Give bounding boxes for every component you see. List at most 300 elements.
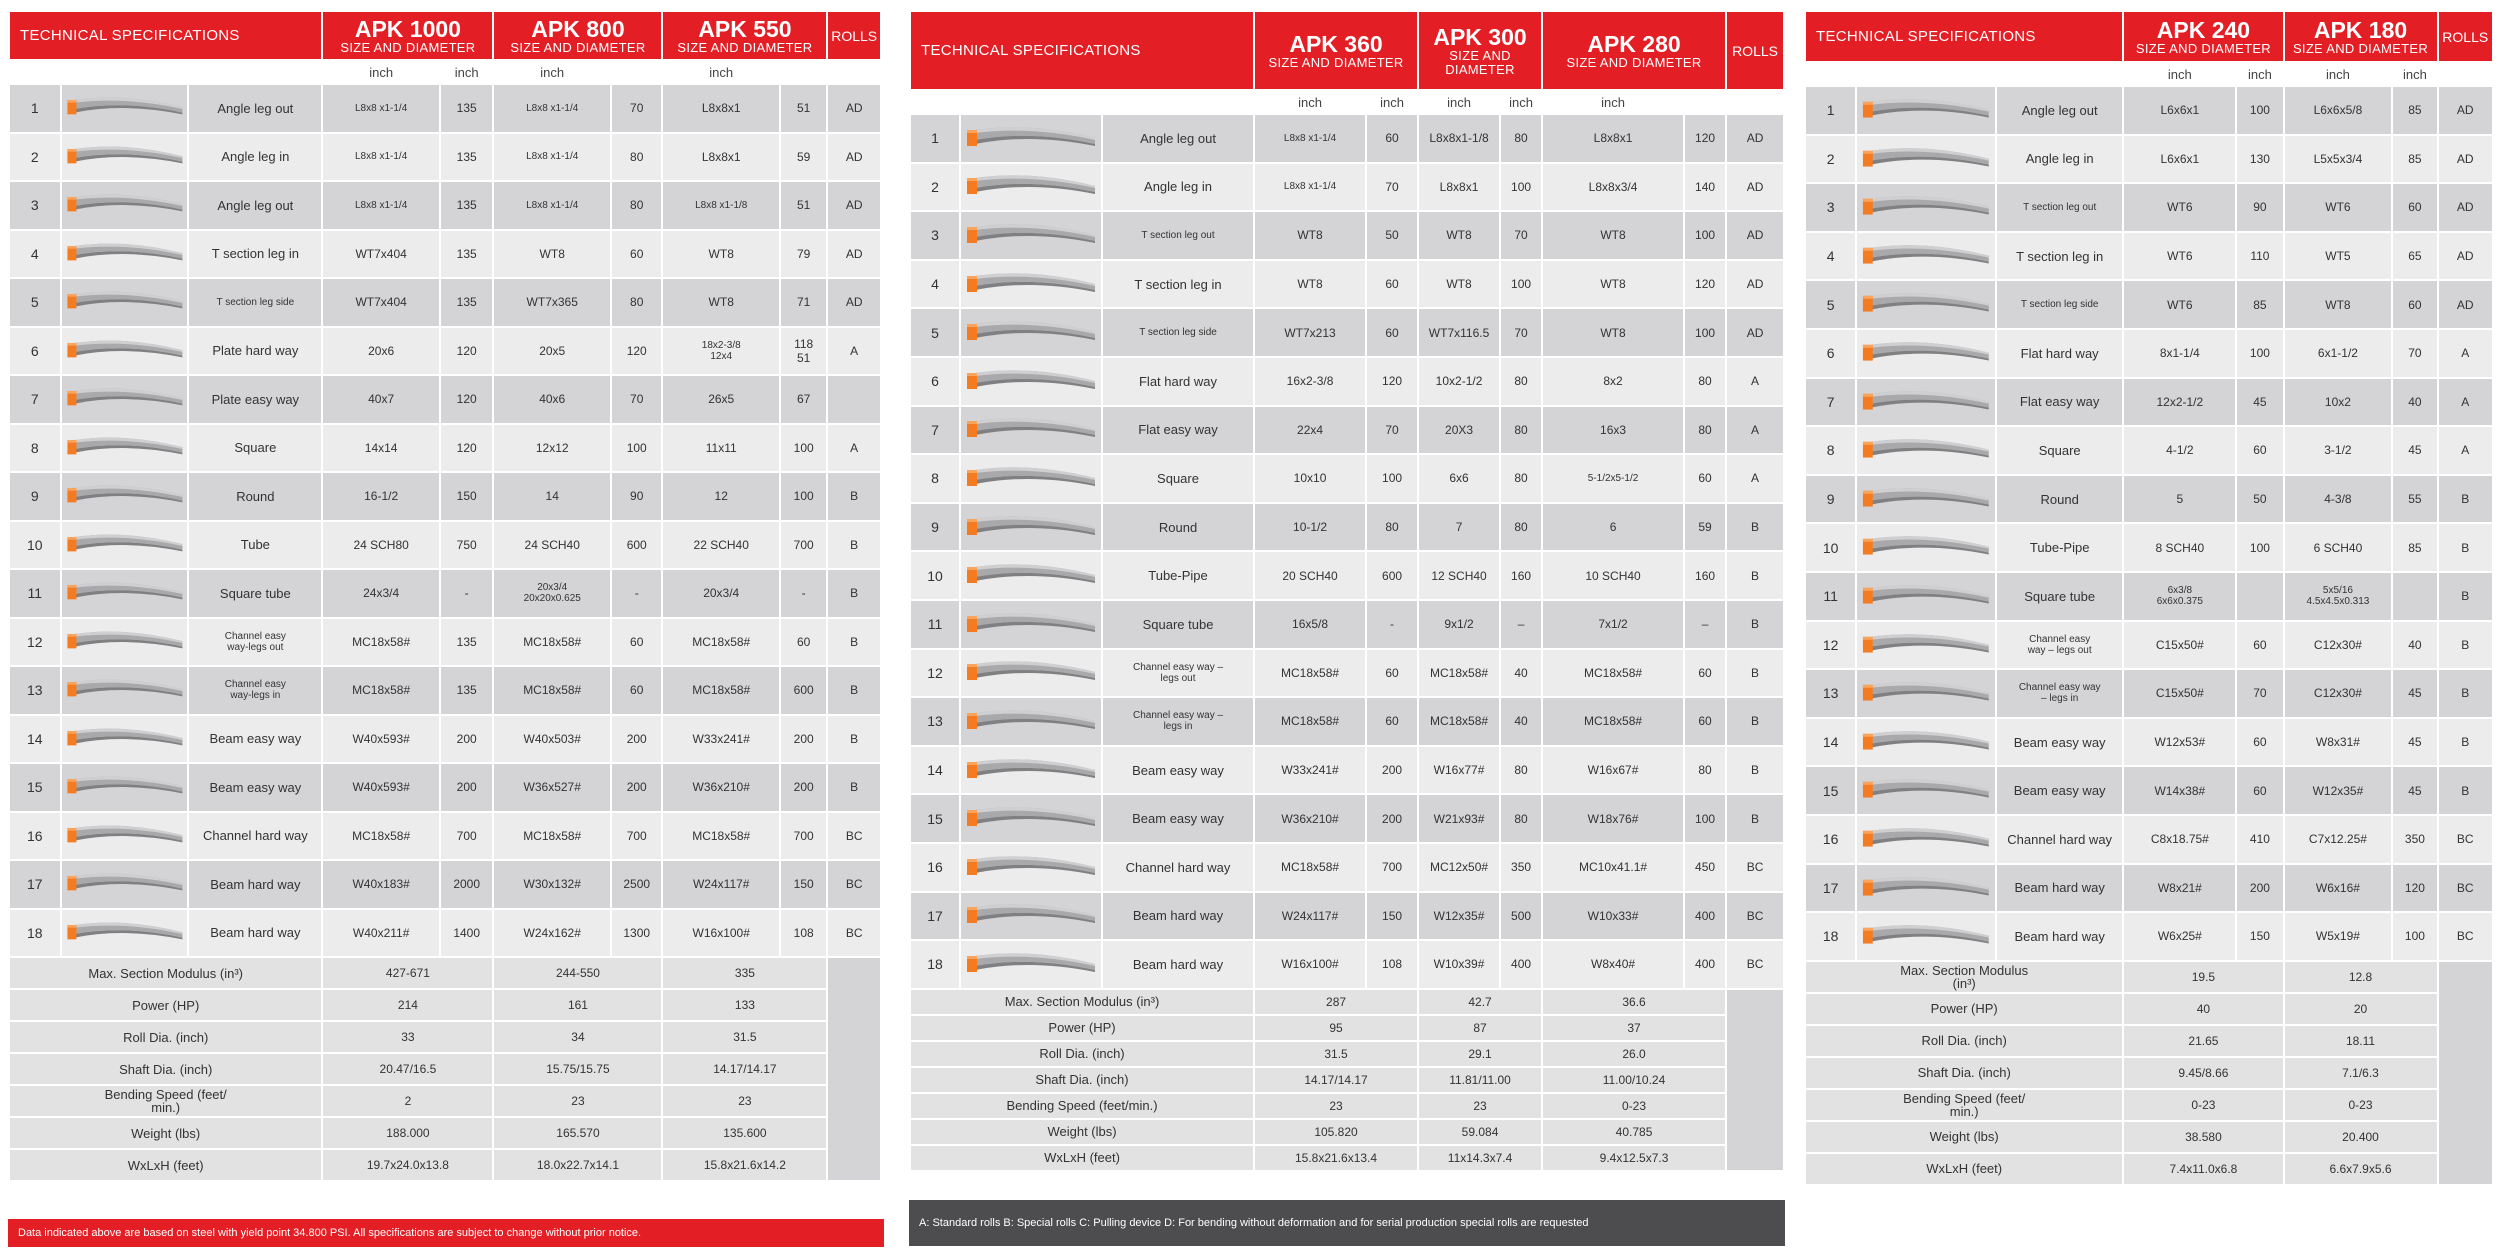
spec-value: 165.570 bbox=[494, 1118, 661, 1148]
row-number: 1 bbox=[1806, 87, 1855, 134]
table-row bbox=[10, 182, 880, 229]
profile-description: Angle leg out bbox=[189, 85, 321, 132]
size-value: MC18x58# bbox=[494, 667, 610, 714]
diameter-value: 80 bbox=[1685, 358, 1725, 405]
table-row bbox=[1806, 913, 2492, 960]
profile-image bbox=[1857, 379, 1995, 426]
diameter-value: 200 bbox=[441, 716, 493, 763]
size-value: 8x1-1/4 bbox=[2124, 330, 2235, 377]
spec-value: 18.0x22.7x14.1 bbox=[494, 1150, 661, 1180]
diameter-value: 45 bbox=[2393, 767, 2436, 814]
profile-description: Beam easy way bbox=[1997, 719, 2122, 766]
size-value: MC18x58# bbox=[494, 813, 610, 860]
table-row bbox=[1806, 719, 2492, 766]
yield-point-note: Data indicated above are based on steel with yield point 34.800 PSI. All specifications are subject to change without prior notice. bbox=[8, 1219, 884, 1247]
diameter-value: 200 bbox=[1367, 795, 1417, 842]
table-row bbox=[911, 941, 1783, 988]
diameter-value: 45 bbox=[2393, 670, 2436, 717]
diameter-value: 40 bbox=[2393, 379, 2436, 426]
size-value: 4-3/8 bbox=[2285, 476, 2392, 523]
rolls-code: B bbox=[828, 619, 880, 666]
diameter-value: 60 bbox=[2393, 281, 2436, 328]
diameter-value: - bbox=[1367, 601, 1417, 648]
table-row bbox=[1806, 573, 2492, 620]
rolls-code: B bbox=[828, 716, 880, 763]
diameter-value: 45 bbox=[2237, 379, 2282, 426]
diameter-value bbox=[2393, 573, 2436, 620]
spec-panel-3 bbox=[1804, 10, 2494, 1186]
diameter-value: 80 bbox=[1501, 504, 1541, 551]
profile-image bbox=[961, 601, 1101, 648]
size-value: WT8 bbox=[663, 279, 779, 326]
diameter-value: 85 bbox=[2393, 524, 2436, 571]
spec-row bbox=[1806, 962, 2492, 992]
profile-description: Square bbox=[1997, 427, 2122, 474]
size-value: 5x5/16 4.5x4.5x0.313 bbox=[2285, 573, 2392, 620]
size-value: L8x8x1 bbox=[663, 134, 779, 181]
spec-label: Max. Section Modulus (in³) bbox=[1806, 962, 2122, 992]
diameter-value: 80 bbox=[1685, 407, 1725, 454]
diameter-value: 108 bbox=[781, 910, 826, 957]
diameter-value: 135 bbox=[441, 134, 493, 181]
size-value: W33x241# bbox=[1255, 747, 1365, 794]
size-value: W18x76# bbox=[1543, 795, 1683, 842]
size-value: MC18x58# bbox=[1255, 650, 1365, 697]
size-value: 40x6 bbox=[494, 376, 610, 423]
table-row bbox=[1806, 379, 2492, 426]
size-value: MC18x58# bbox=[1419, 650, 1499, 697]
profile-description: Channel easy way – legs out bbox=[1103, 650, 1253, 697]
size-value: W40x503# bbox=[494, 716, 610, 763]
row-number: 4 bbox=[1806, 233, 1855, 280]
profile-image bbox=[1857, 865, 1995, 912]
diameter-value: – bbox=[1501, 601, 1541, 648]
diameter-value: 150 bbox=[781, 861, 826, 908]
profile-image bbox=[62, 570, 188, 617]
diameter-value: 65 bbox=[2393, 233, 2436, 280]
profile-image bbox=[62, 522, 188, 569]
diameter-value: 80 bbox=[1501, 115, 1541, 162]
spec-value: 11.00/10.24 bbox=[1543, 1068, 1725, 1092]
row-number: 13 bbox=[1806, 670, 1855, 717]
diameter-value: 60 bbox=[612, 231, 662, 278]
profile-image bbox=[1857, 670, 1995, 717]
diameter-value: 160 bbox=[1501, 552, 1541, 599]
rolls-code: AD bbox=[1727, 212, 1783, 259]
spec-value: 23 bbox=[1419, 1094, 1541, 1118]
profile-image bbox=[62, 861, 188, 908]
size-value: 10x2 bbox=[2285, 379, 2392, 426]
spec-label: WxLxH (feet) bbox=[911, 1146, 1253, 1170]
diameter-value: 90 bbox=[2237, 184, 2282, 231]
diameter-value: 60 bbox=[1367, 261, 1417, 308]
diameter-value: 40 bbox=[1501, 698, 1541, 745]
profile-image bbox=[961, 552, 1101, 599]
rolls-header: ROLLS bbox=[1727, 12, 1783, 89]
rolls-code: B bbox=[1727, 795, 1783, 842]
size-value: WT6 bbox=[2124, 281, 2235, 328]
diameter-value: 410 bbox=[2237, 816, 2282, 863]
profile-image bbox=[62, 813, 188, 860]
size-value: 6 SCH40 bbox=[2285, 524, 2392, 571]
diameter-value: 60 bbox=[2237, 622, 2282, 669]
table-row bbox=[1806, 184, 2492, 231]
profile-description: Flat hard way bbox=[1103, 358, 1253, 405]
spec-label: Power (HP) bbox=[1806, 994, 2122, 1024]
size-value: 4-1/2 bbox=[2124, 427, 2235, 474]
spec-value: 42.7 bbox=[1419, 990, 1541, 1014]
unit-label: inch bbox=[2247, 66, 2272, 82]
size-value: L8x8 x1-1/4 bbox=[323, 134, 439, 181]
rolls-spacer bbox=[2439, 962, 2493, 1184]
diameter-value: 67 bbox=[781, 376, 826, 423]
profile-image bbox=[1857, 184, 1995, 231]
size-value: C15x50# bbox=[2124, 670, 2235, 717]
size-value: WT8 bbox=[494, 231, 610, 278]
row-number: 3 bbox=[10, 182, 60, 229]
profile-image bbox=[1857, 524, 1995, 571]
profile-image bbox=[1857, 427, 1995, 474]
spec-row bbox=[1806, 1090, 2492, 1120]
size-value: W14x38# bbox=[2124, 767, 2235, 814]
spec-value: 18.11 bbox=[2285, 1026, 2437, 1056]
table-row bbox=[911, 164, 1783, 211]
rolls-code: B bbox=[2439, 719, 2493, 766]
size-value: WT8 bbox=[1543, 212, 1683, 259]
row-number: 11 bbox=[10, 570, 60, 617]
size-value: 20X3 bbox=[1419, 407, 1499, 454]
spec-value: 335 bbox=[663, 958, 826, 988]
size-value: W16x67# bbox=[1543, 747, 1683, 794]
profile-image bbox=[62, 376, 188, 423]
size-value: WT8 bbox=[1255, 212, 1365, 259]
size-value: 10 SCH40 bbox=[1543, 552, 1683, 599]
size-value: W16x100# bbox=[1255, 941, 1365, 988]
diameter-value: 150 bbox=[441, 473, 493, 520]
size-value: 12 bbox=[663, 473, 779, 520]
row-number: 1 bbox=[911, 115, 959, 162]
spec-label: Bending Speed (feet/min.) bbox=[911, 1094, 1253, 1118]
table-row bbox=[911, 601, 1783, 648]
profile-image bbox=[62, 910, 188, 957]
profile-description: Square tube bbox=[1997, 573, 2122, 620]
diameter-value: 51 bbox=[781, 182, 826, 229]
profile-description: Angle leg out bbox=[1997, 87, 2122, 134]
size-value: MC18x58# bbox=[1255, 844, 1365, 891]
rolls-code: AD bbox=[828, 182, 880, 229]
spec-label: Shaft Dia. (inch) bbox=[10, 1054, 321, 1084]
size-value: W21x93# bbox=[1419, 795, 1499, 842]
spec-value: 23 bbox=[663, 1086, 826, 1116]
spec-value: 0-23 bbox=[1543, 1094, 1725, 1118]
profile-description: Tube bbox=[189, 522, 321, 569]
diameter-value: 135 bbox=[441, 279, 493, 326]
diameter-value: 80 bbox=[1501, 455, 1541, 502]
spec-row bbox=[1806, 1122, 2492, 1152]
row-number: 8 bbox=[10, 425, 60, 472]
size-value: WT7x404 bbox=[323, 231, 439, 278]
rolls-code: B bbox=[2439, 573, 2493, 620]
size-value: MC18x58# bbox=[323, 619, 439, 666]
diameter-value: 100 bbox=[1685, 212, 1725, 259]
table-row bbox=[1806, 622, 2492, 669]
row-number: 12 bbox=[10, 619, 60, 666]
diameter-value: 100 bbox=[612, 425, 662, 472]
diameter-value: 135 bbox=[441, 182, 493, 229]
rolls-code: B bbox=[828, 667, 880, 714]
profile-description: T section leg in bbox=[1103, 261, 1253, 308]
spec-value: 21.65 bbox=[2124, 1026, 2282, 1056]
profile-description: Beam easy way bbox=[189, 716, 321, 763]
rolls-header: ROLLS bbox=[2439, 12, 2493, 61]
profile-image bbox=[62, 764, 188, 811]
spec-row bbox=[10, 958, 880, 988]
row-number: 16 bbox=[1806, 816, 1855, 863]
machine-specs bbox=[911, 990, 1783, 1170]
table-row bbox=[10, 667, 880, 714]
profile-image bbox=[62, 328, 188, 375]
diameter-value: 100 bbox=[2237, 330, 2282, 377]
spec-value: 40.785 bbox=[1543, 1120, 1725, 1144]
machine-header: APK 280 SIZE AND DIAMETER bbox=[1543, 12, 1725, 89]
profile-description: T section leg side bbox=[189, 279, 321, 326]
size-value: WT8 bbox=[1255, 261, 1365, 308]
rolls-code: BC bbox=[1727, 844, 1783, 891]
table-row bbox=[1806, 233, 2492, 280]
profile-description: T section leg out bbox=[1997, 184, 2122, 231]
size-value: 9x1/2 bbox=[1419, 601, 1499, 648]
spec-row bbox=[10, 1054, 880, 1084]
profile-description: Channel hard way bbox=[1103, 844, 1253, 891]
row-number: 12 bbox=[1806, 622, 1855, 669]
machine-header: APK 1000 SIZE AND DIAMETER bbox=[323, 12, 492, 59]
profile-description: Angle leg out bbox=[1103, 115, 1253, 162]
size-value: 20 SCH40 bbox=[1255, 552, 1365, 599]
table-row bbox=[911, 407, 1783, 454]
spec-value: 20 bbox=[2285, 994, 2437, 1024]
rolls-code: A bbox=[828, 328, 880, 375]
profile-rows bbox=[10, 85, 880, 956]
machine-header: APK 550 SIZE AND DIAMETER bbox=[663, 12, 826, 59]
profile-image bbox=[62, 667, 188, 714]
diameter-value: 100 bbox=[2237, 524, 2282, 571]
profile-description: Beam hard way bbox=[1103, 941, 1253, 988]
rolls-code: B bbox=[828, 522, 880, 569]
diameter-value: 400 bbox=[1685, 893, 1725, 940]
diameter-value: 120 bbox=[1367, 358, 1417, 405]
diameter-value: 400 bbox=[1685, 941, 1725, 988]
diameter-value bbox=[2237, 573, 2282, 620]
row-number: 1 bbox=[10, 85, 60, 132]
size-value: W36x210# bbox=[1255, 795, 1365, 842]
size-value: 20x3/4 20x20x0.625 bbox=[494, 570, 610, 617]
spec-panel-1 bbox=[8, 10, 882, 1182]
row-number: 9 bbox=[1806, 476, 1855, 523]
profile-image bbox=[961, 212, 1101, 259]
spec-value: 40 bbox=[2124, 994, 2282, 1024]
spec-row bbox=[10, 1022, 880, 1052]
diameter-value: 200 bbox=[2237, 865, 2282, 912]
size-value: W5x19# bbox=[2285, 913, 2392, 960]
spec-table bbox=[909, 10, 1785, 1172]
size-value: WT8 bbox=[1543, 309, 1683, 356]
row-number: 17 bbox=[911, 893, 959, 940]
size-value: L8x8x1 bbox=[1419, 164, 1499, 211]
size-value: 5 bbox=[2124, 476, 2235, 523]
diameter-value: 450 bbox=[1685, 844, 1725, 891]
spec-label: Roll Dia. (inch) bbox=[1806, 1026, 2122, 1056]
diameter-value: 70 bbox=[612, 376, 662, 423]
spec-row bbox=[911, 1094, 1783, 1118]
rolls-code: A bbox=[1727, 358, 1783, 405]
rolls-code: B bbox=[2439, 622, 2493, 669]
spec-value: 0-23 bbox=[2124, 1090, 2282, 1120]
profile-image bbox=[961, 504, 1101, 551]
size-value: 6x1-1/2 bbox=[2285, 330, 2392, 377]
machine-header: APK 360 SIZE AND DIAMETER bbox=[1255, 12, 1417, 89]
size-value: 20x5 bbox=[494, 328, 610, 375]
spec-label: Max. Section Modulus (in³) bbox=[10, 958, 321, 988]
spec-value: 214 bbox=[323, 990, 492, 1020]
rolls-code: A bbox=[2439, 379, 2493, 426]
table-row bbox=[911, 747, 1783, 794]
size-value: WT8 bbox=[663, 231, 779, 278]
profile-description: Round bbox=[1997, 476, 2122, 523]
diameter-value: 60 bbox=[2237, 427, 2282, 474]
table-row bbox=[911, 504, 1783, 551]
row-number: 6 bbox=[1806, 330, 1855, 377]
profile-description: T section leg side bbox=[1103, 309, 1253, 356]
size-value: 16x2-3/8 bbox=[1255, 358, 1365, 405]
profile-description: Beam hard way bbox=[1997, 865, 2122, 912]
profile-image bbox=[961, 941, 1101, 988]
size-value: 6x6 bbox=[1419, 455, 1499, 502]
size-value: 14x14 bbox=[323, 425, 439, 472]
size-value: 12x2-1/2 bbox=[2124, 379, 2235, 426]
size-value: C7x12.25# bbox=[2285, 816, 2392, 863]
rolls-legend-note: A: Standard rolls B: Special rolls C: Pulling device D: For bending without deformation and for serial production special rolls are requested bbox=[909, 1200, 1785, 1246]
diameter-value: 1400 bbox=[441, 910, 493, 957]
diameter-value: 85 bbox=[2237, 281, 2282, 328]
size-value: 7 bbox=[1419, 504, 1499, 551]
diameter-value: 60 bbox=[2237, 719, 2282, 766]
table-row bbox=[911, 309, 1783, 356]
spec-value: 20.400 bbox=[2285, 1122, 2437, 1152]
size-value: C12x30# bbox=[2285, 670, 2392, 717]
rolls-code: BC bbox=[828, 910, 880, 957]
profile-image bbox=[1857, 622, 1995, 669]
rolls-code: AD bbox=[1727, 164, 1783, 211]
spec-value: 87 bbox=[1419, 1016, 1541, 1040]
size-value: WT7x116.5 bbox=[1419, 309, 1499, 356]
row-number: 5 bbox=[10, 279, 60, 326]
diameter-value: 60 bbox=[2393, 184, 2436, 231]
spec-value: 287 bbox=[1255, 990, 1417, 1014]
size-value: W30x132# bbox=[494, 861, 610, 908]
diameter-value: 130 bbox=[2237, 136, 2282, 183]
row-number: 5 bbox=[1806, 281, 1855, 328]
spec-table bbox=[1804, 10, 2494, 1186]
size-value: 20x3/4 bbox=[663, 570, 779, 617]
row-number: 3 bbox=[1806, 184, 1855, 231]
spec-value: 34 bbox=[494, 1022, 661, 1052]
spec-value: 161 bbox=[494, 990, 661, 1020]
spec-value: 0-23 bbox=[2285, 1090, 2437, 1120]
unit-label: inch bbox=[454, 64, 479, 80]
size-value: WT6 bbox=[2285, 184, 2392, 231]
diameter-value: 120 bbox=[2393, 865, 2436, 912]
rolls-code: B bbox=[1727, 552, 1783, 599]
row-number: 11 bbox=[1806, 573, 1855, 620]
size-value: MC12x50# bbox=[1419, 844, 1499, 891]
size-value: 24 SCH40 bbox=[494, 522, 610, 569]
table-row bbox=[1806, 670, 2492, 717]
diameter-value: 700 bbox=[612, 813, 662, 860]
diameter-value: 80 bbox=[1367, 504, 1417, 551]
table-row bbox=[1806, 281, 2492, 328]
spec-table bbox=[8, 10, 882, 1182]
rolls-code: A bbox=[2439, 427, 2493, 474]
table-row bbox=[911, 650, 1783, 697]
diameter-value: 55 bbox=[2393, 476, 2436, 523]
profile-image bbox=[1857, 573, 1995, 620]
technical-specifications-header: TECHNICAL SPECIFICATIONS bbox=[10, 12, 321, 59]
spec-value: 31.5 bbox=[1255, 1042, 1417, 1066]
profile-image bbox=[1857, 330, 1995, 377]
diameter-value: 2000 bbox=[441, 861, 493, 908]
diameter-value: 700 bbox=[441, 813, 493, 860]
row-number: 10 bbox=[1806, 524, 1855, 571]
profile-image bbox=[62, 182, 188, 229]
size-value: L8x8 x1-1/4 bbox=[1255, 164, 1365, 211]
row-number: 11 bbox=[911, 601, 959, 648]
spec-label: Max. Section Modulus (in³) bbox=[911, 990, 1253, 1014]
diameter-value: 600 bbox=[612, 522, 662, 569]
diameter-value: 400 bbox=[1501, 941, 1541, 988]
unit-label: inch bbox=[1601, 94, 1625, 110]
size-value: WT8 bbox=[1419, 212, 1499, 259]
row-number: 6 bbox=[10, 328, 60, 375]
size-value: 12 SCH40 bbox=[1419, 552, 1499, 599]
diameter-value: 80 bbox=[612, 182, 662, 229]
spec-value: 23 bbox=[494, 1086, 661, 1116]
diameter-value: 118 51 bbox=[781, 328, 826, 375]
row-number: 16 bbox=[911, 844, 959, 891]
rolls-code: B bbox=[1727, 601, 1783, 648]
spec-value: 15.8x21.6x13.4 bbox=[1255, 1146, 1417, 1170]
profile-rows bbox=[1806, 87, 2492, 960]
size-value: 6x3/8 6x6x0.375 bbox=[2124, 573, 2235, 620]
diameter-value: 200 bbox=[781, 764, 826, 811]
profile-description: Square tube bbox=[189, 570, 321, 617]
diameter-value: 135 bbox=[441, 619, 493, 666]
size-value: L6x6x1 bbox=[2124, 136, 2235, 183]
profile-image bbox=[1857, 816, 1995, 863]
diameter-value: 70 bbox=[1367, 407, 1417, 454]
diameter-value: 80 bbox=[612, 279, 662, 326]
diameter-value: 70 bbox=[1501, 309, 1541, 356]
rolls-code: B bbox=[1727, 504, 1783, 551]
table-row bbox=[911, 795, 1783, 842]
table-row bbox=[911, 261, 1783, 308]
profile-image bbox=[1857, 281, 1995, 328]
diameter-value: 80 bbox=[1501, 747, 1541, 794]
rolls-code: A bbox=[1727, 407, 1783, 454]
spec-value: 427-671 bbox=[323, 958, 492, 988]
table-row bbox=[10, 473, 880, 520]
size-value: 16x5/8 bbox=[1255, 601, 1365, 648]
profile-image bbox=[62, 619, 188, 666]
